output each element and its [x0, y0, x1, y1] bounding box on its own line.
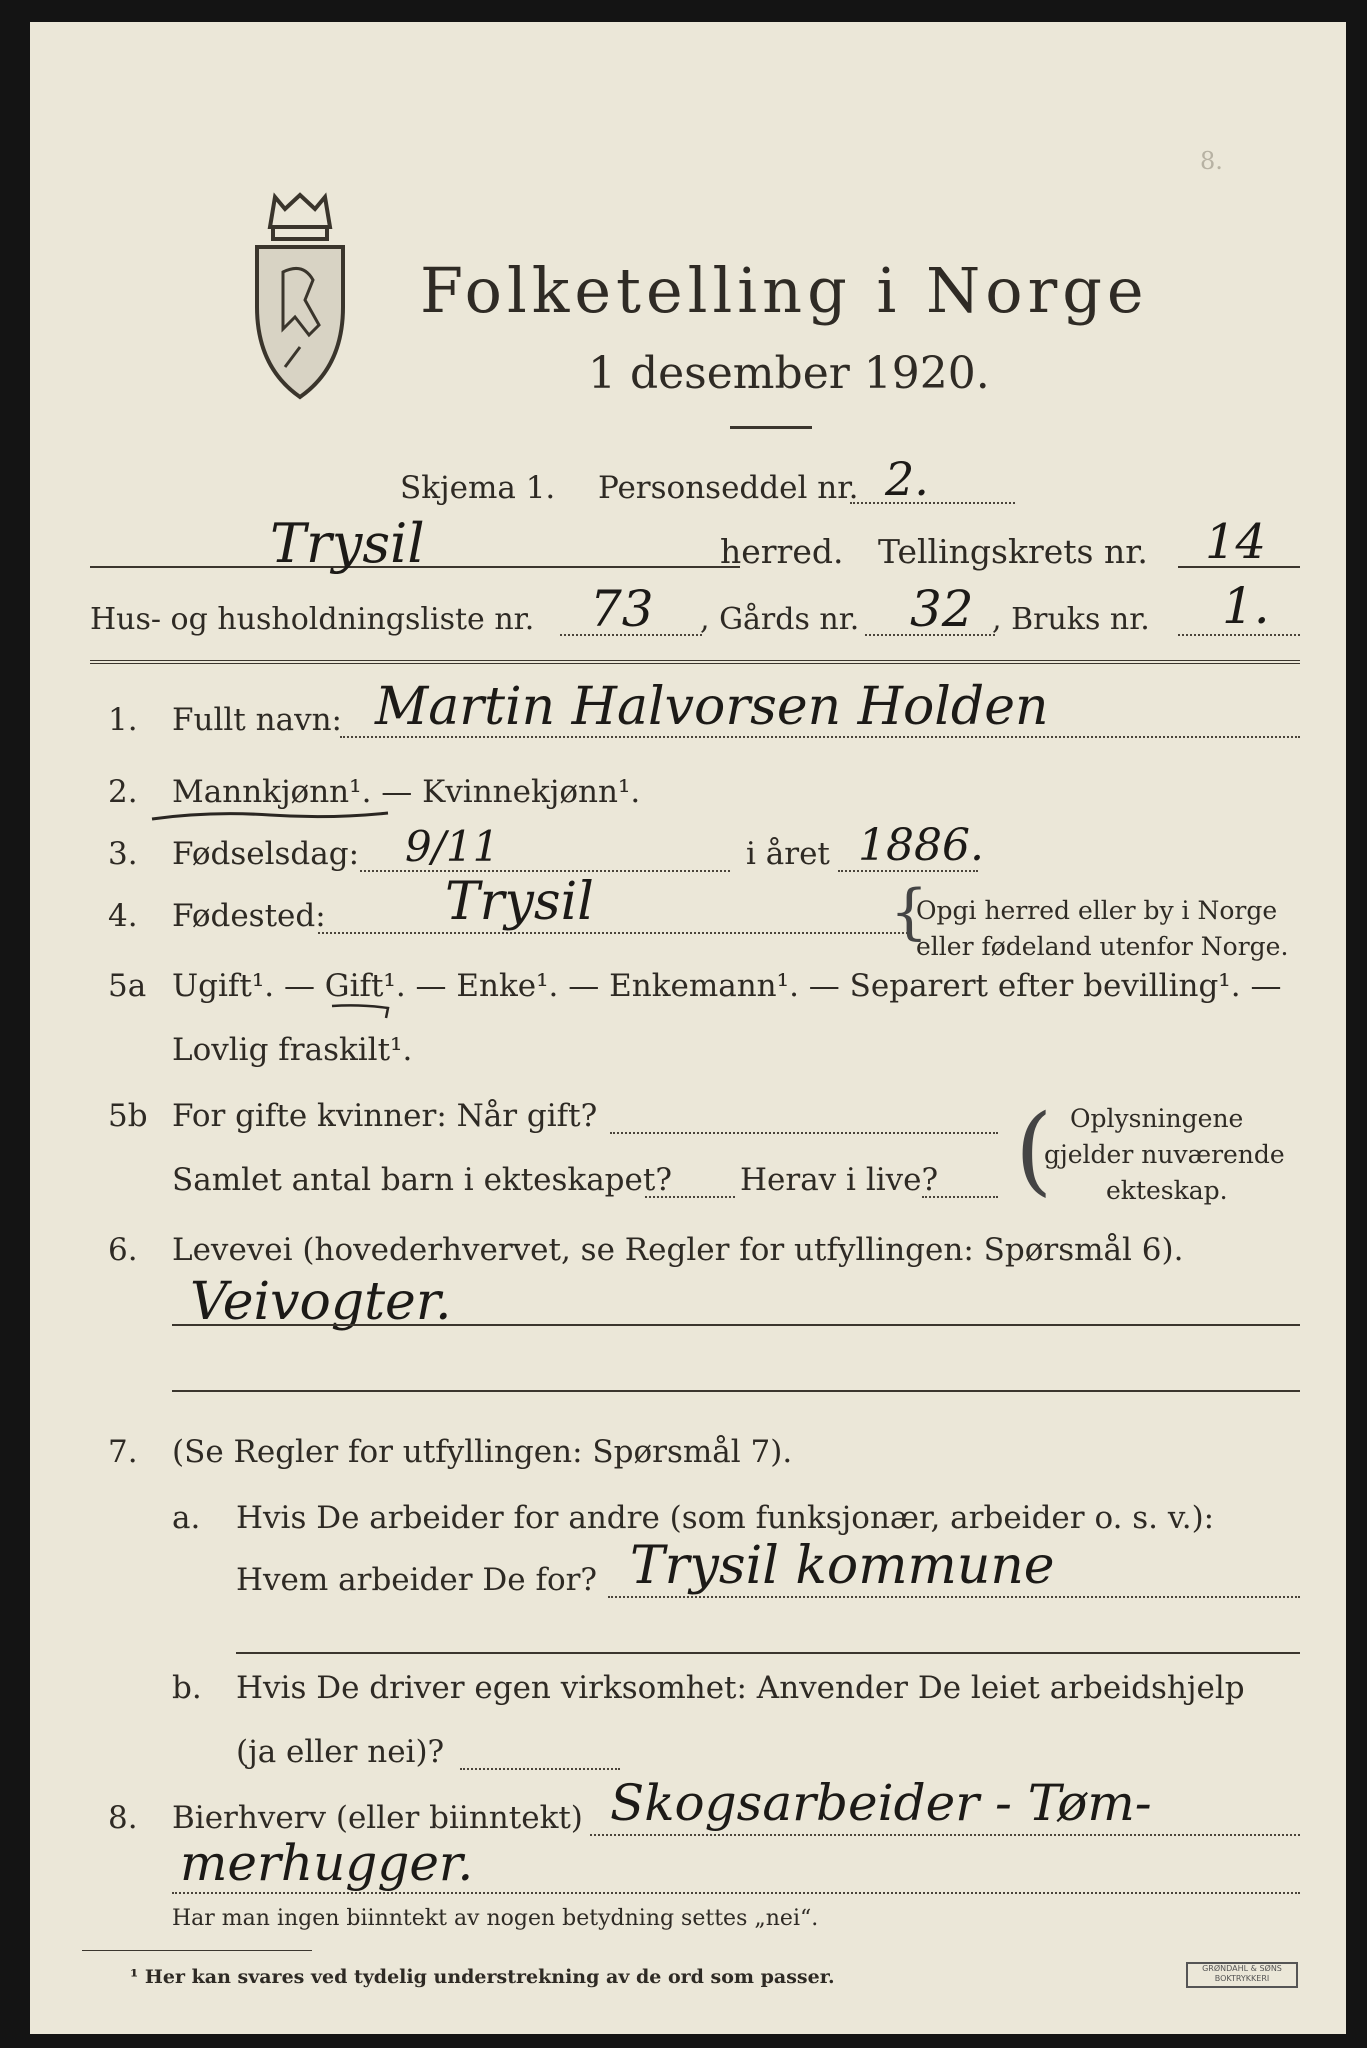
- title-divider: [730, 426, 812, 429]
- q5a-marital-options: Ugift¹. — Gift¹. — Enke¹. — Enkemann¹. — Separert efter bevilling¹. —: [172, 968, 1282, 1004]
- q1-full-name-value[interactable]: Martin Halvorsen Holden: [375, 677, 1049, 737]
- norway-coat-of-arms-icon: [245, 187, 355, 407]
- q7a-letter: a.: [172, 1500, 201, 1536]
- q3-birthday-value[interactable]: 9/11: [405, 822, 500, 871]
- q6-occupation-value[interactable]: Veivogter.: [190, 1272, 452, 1332]
- footnote-divider: [82, 1950, 312, 1951]
- printer-stamp: [1186, 1962, 1298, 1988]
- q7-number: 7.: [108, 1434, 138, 1470]
- q6-field-line-2: [172, 1390, 1300, 1392]
- q6-number: 6.: [108, 1232, 138, 1268]
- skjema-label: Skjema 1.: [400, 470, 556, 506]
- q3-label: Fødselsdag:: [172, 836, 360, 872]
- q4-note-line2: eller fødeland utenfor Norge.: [916, 932, 1289, 961]
- q3-year-value[interactable]: 1886.: [858, 820, 984, 871]
- form-subtitle: 1 desember 1920.: [588, 348, 990, 399]
- tellingskrets-label: Tellingskrets nr.: [878, 532, 1148, 571]
- gift-underline-mark: [330, 1000, 390, 1020]
- q5b-alive-field-line: [922, 1196, 998, 1198]
- header-divider: [90, 660, 1300, 664]
- gards-label: , Gårds nr.: [700, 602, 860, 637]
- q5a-number: 5a: [108, 968, 147, 1004]
- personseddel-field-line: [850, 502, 1015, 504]
- herred-label: herred.: [720, 532, 844, 571]
- bleed-through-text: 8.: [1200, 147, 1223, 175]
- q4-birthplace-value[interactable]: Trysil: [445, 872, 594, 932]
- q7a-line2: Hvem arbeider De for?: [236, 1562, 598, 1598]
- mannkjonn-underline-mark: [150, 808, 390, 822]
- q6-label: Levevei (hovederhvervet, se Regler for utfyllingen: Spørsmål 6).: [172, 1232, 1184, 1268]
- q3-year-label: i året: [746, 836, 830, 872]
- q4-note-brace: {: [890, 877, 929, 947]
- q7-label: (Se Regler for utfyllingen: Spørsmål 7).: [172, 1434, 793, 1470]
- q2-gender-options: Mannkjønn¹. — Kvinnekjønn¹.: [172, 774, 641, 810]
- q7b-letter: b.: [172, 1670, 202, 1706]
- form-title: Folketelling i Norge: [420, 254, 1149, 327]
- q4-label: Fødested:: [172, 898, 326, 934]
- q1-label: Fullt navn:: [172, 702, 342, 738]
- printer-stamp-text: GRØNDAHL & SØNS BOKTRYKKERI: [1202, 1964, 1282, 1983]
- q5b-married-field-line: [610, 1132, 998, 1134]
- q8-field-line-1: [590, 1834, 1300, 1836]
- q5b-note-line2: gjelder nuværende: [1044, 1140, 1285, 1169]
- tellingskrets-value[interactable]: 14: [1205, 514, 1267, 570]
- footnote-text: ¹ Her kan svares ved tydelig understrekning av de ord som passer.: [130, 1966, 835, 1988]
- hus-value[interactable]: 73: [590, 580, 654, 638]
- q8-note: Har man ingen biinntekt av nogen betydning settes „nei“.: [172, 1906, 819, 1931]
- q7a-employer-value[interactable]: Trysil kommune: [630, 1536, 1055, 1596]
- q5b-note-line3: ekteskap.: [1106, 1176, 1228, 1205]
- q5b-children-label: Samlet antal barn i ekteskapet?: [172, 1162, 672, 1198]
- q4-birthplace-field-line: [318, 932, 912, 934]
- q4-note-line1: Opgi herred eller by i Norge: [916, 896, 1278, 925]
- q5b-children-field-line: [645, 1196, 735, 1198]
- q1-number: 1.: [108, 702, 138, 738]
- q2-number: 2.: [108, 774, 138, 810]
- q7b-line1: Hvis De driver egen virksomhet: Anvender De leiet arbeidshjelp: [236, 1670, 1245, 1706]
- census-form-sheet: [30, 22, 1346, 2034]
- hus-label: Hus- og husholdningsliste nr.: [90, 602, 535, 637]
- q8-label: Bierhverv (eller biinntekt): [172, 1800, 583, 1836]
- bruks-value[interactable]: 1.: [1222, 577, 1270, 635]
- herred-value[interactable]: Trysil: [270, 512, 425, 575]
- q8-number: 8.: [108, 1800, 138, 1836]
- q8-field-line-2: [172, 1892, 1300, 1894]
- q5b-note-line1: Oplysningene: [1070, 1104, 1244, 1133]
- q5b-number: 5b: [108, 1098, 148, 1134]
- q7a-line1: Hvis De arbeider for andre (som funksjonær, arbeider o. s. v.):: [236, 1500, 1215, 1536]
- q5b-alive-label: Herav i live?: [740, 1162, 939, 1198]
- bruks-label: , Bruks nr.: [992, 602, 1150, 637]
- q5b-line1: For gifte kvinner: Når gift?: [172, 1098, 598, 1134]
- q4-number: 4.: [108, 898, 138, 934]
- q5a-line2: Lovlig fraskilt¹.: [172, 1032, 413, 1068]
- gards-value[interactable]: 32: [910, 580, 974, 638]
- q8-answer-line2[interactable]: merhugger.: [180, 1834, 474, 1892]
- q7a-field-line-2: [236, 1652, 1300, 1654]
- q8-answer-line1[interactable]: Skogsarbeider - Tøm-: [610, 1774, 1152, 1832]
- q7b-line2: (ja eller nei)?: [236, 1734, 445, 1770]
- q7b-field-line: [460, 1768, 620, 1770]
- q6-field-line-1: [172, 1324, 1300, 1326]
- q3-number: 3.: [108, 836, 138, 872]
- personseddel-value[interactable]: 2.: [885, 452, 929, 506]
- personseddel-label: Personseddel nr.: [598, 470, 859, 506]
- q7a-employer-field-line: [608, 1596, 1300, 1598]
- q5b-note-brace: (: [1015, 1094, 1053, 1206]
